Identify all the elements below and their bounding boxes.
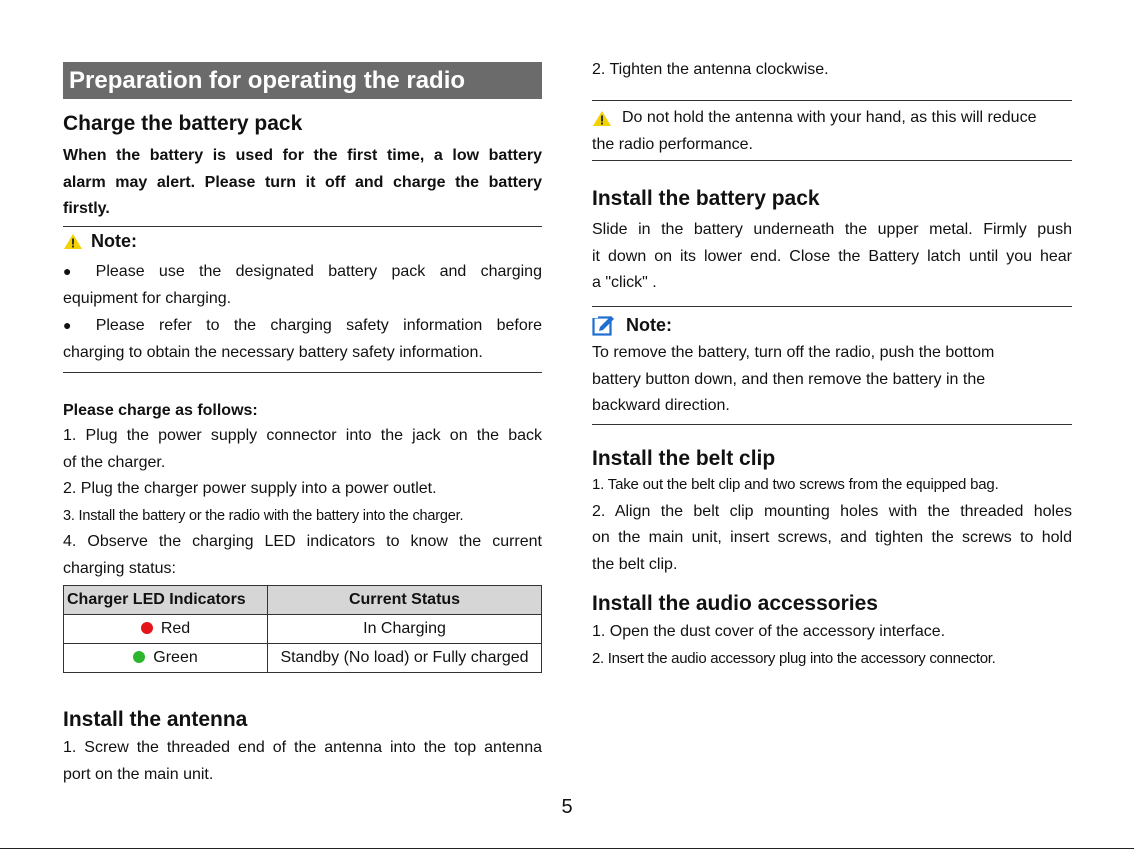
step-line: 3. Install the battery or the radio with the battery into the charger.	[63, 507, 464, 524]
divider	[592, 424, 1072, 425]
step-line: 1. Plug the power supply connector into the jack on the back	[63, 427, 542, 444]
battery-heading: Install the battery pack	[592, 187, 820, 210]
audio-steps	[592, 619, 1072, 672]
step-line: 4. Observe the charging LED indicators to know the current	[63, 533, 542, 550]
warning-text: Do not hold the antenna with your hand, as this will reduce	[622, 109, 1037, 126]
note-item-line	[63, 258, 542, 286]
follows-heading: Please charge as follows:	[63, 402, 258, 419]
charge-intro-line: alarm may alert. Please turn it off and charge the battery	[63, 173, 542, 191]
divider	[592, 100, 1072, 101]
step-line: charging status:	[63, 559, 176, 577]
table-cell: In Charging	[268, 615, 542, 644]
note-label: Note:	[91, 231, 137, 251]
divider	[592, 306, 1072, 307]
belt-steps	[592, 472, 1072, 578]
note-item-line	[63, 312, 542, 340]
charge-intro	[63, 143, 542, 223]
note-label: Note:	[626, 314, 672, 335]
charge-steps	[63, 423, 542, 582]
belt-heading: Install the belt clip	[592, 447, 776, 470]
divider	[63, 226, 542, 227]
page-number: 5	[561, 796, 573, 818]
table-cell	[64, 644, 268, 673]
note-header	[63, 231, 542, 252]
note-body	[592, 340, 1072, 420]
table-row	[64, 644, 542, 673]
note-line: battery button down, and then remove the battery in the	[592, 370, 986, 388]
section-banner: Preparation for operating the radio	[63, 62, 542, 99]
warning-triangle-icon	[63, 233, 83, 250]
belt-line: 2. Align the belt clip mounting holes with the threaded holes	[592, 502, 1072, 520]
divider	[592, 160, 1072, 161]
table-header: Charger LED Indicators	[64, 586, 268, 615]
table-cell	[64, 615, 268, 644]
red-dot-icon	[141, 622, 153, 634]
warning-block	[592, 105, 1072, 158]
green-dot-icon	[133, 651, 145, 663]
table-row	[64, 615, 542, 644]
page-bottom-rule	[0, 848, 1134, 849]
note-header	[592, 314, 1072, 336]
note-list	[63, 258, 542, 366]
antenna-heading: Install the antenna	[63, 708, 248, 731]
charge-intro-line: When the battery is used for the first time, a low battery	[63, 147, 542, 164]
step-line: of the charger.	[63, 453, 166, 471]
bullet-dot-icon: ●	[63, 317, 82, 333]
tighten-step: 2. Tighten the antenna clockwise.	[592, 61, 829, 78]
table-header-row	[64, 586, 542, 615]
divider	[63, 372, 542, 373]
indicator-label: Red	[160, 620, 191, 637]
edit-note-icon	[592, 314, 616, 336]
charge-intro-line: firstly.	[63, 200, 110, 217]
battery-steps	[592, 217, 1072, 297]
step-line: 2. Plug the charger power supply into a power outlet.	[63, 480, 437, 497]
antenna-line: port on the main unit.	[63, 765, 214, 783]
audio-line: 2. Insert the audio accessory plug into the accessory connector.	[592, 649, 996, 667]
antenna-steps	[63, 735, 542, 788]
note-line: backward direction.	[592, 397, 730, 414]
note-text: Please use the designated battery pack and charging	[95, 263, 542, 280]
audio-heading: Install the audio accessories	[592, 592, 878, 615]
audio-line: 1. Open the dust cover of the accessory interface.	[592, 623, 946, 640]
battery-line: Slide in the battery underneath the upper metal. Firmly push	[592, 221, 1072, 238]
belt-line: on the main unit, insert screws, and tighten the screws to hold	[592, 529, 1072, 546]
bullet-dot-icon: ●	[63, 263, 82, 279]
indicator-label: Green	[153, 649, 198, 666]
battery-line: it down on its lower end. Close the Battery latch until you hear	[592, 247, 1072, 265]
belt-line: the belt clip.	[592, 555, 678, 573]
table-header: Current Status	[268, 586, 542, 615]
table-cell: Standby (No load) or Fully charged	[268, 644, 542, 673]
note-item-line: equipment for charging.	[63, 289, 232, 307]
led-table	[63, 585, 542, 673]
antenna-line: 1. Screw the threaded end of the antenna into the top antenna	[63, 739, 542, 756]
warning-line	[592, 105, 1072, 132]
note-text: Please refer to the charging safety information before	[95, 317, 542, 334]
belt-line: 1. Take out the belt clip and two screws from the equipped bag.	[592, 476, 999, 493]
note-item-line: charging to obtain the necessary battery safety information.	[63, 343, 483, 361]
note-line: To remove the battery, turn off the radio, push the bottom	[592, 344, 995, 361]
warning-triangle-icon	[592, 110, 612, 127]
battery-line: a "click" .	[592, 274, 657, 291]
charge-heading: Charge the battery pack	[63, 112, 303, 135]
warning-line: the radio performance.	[592, 135, 753, 153]
